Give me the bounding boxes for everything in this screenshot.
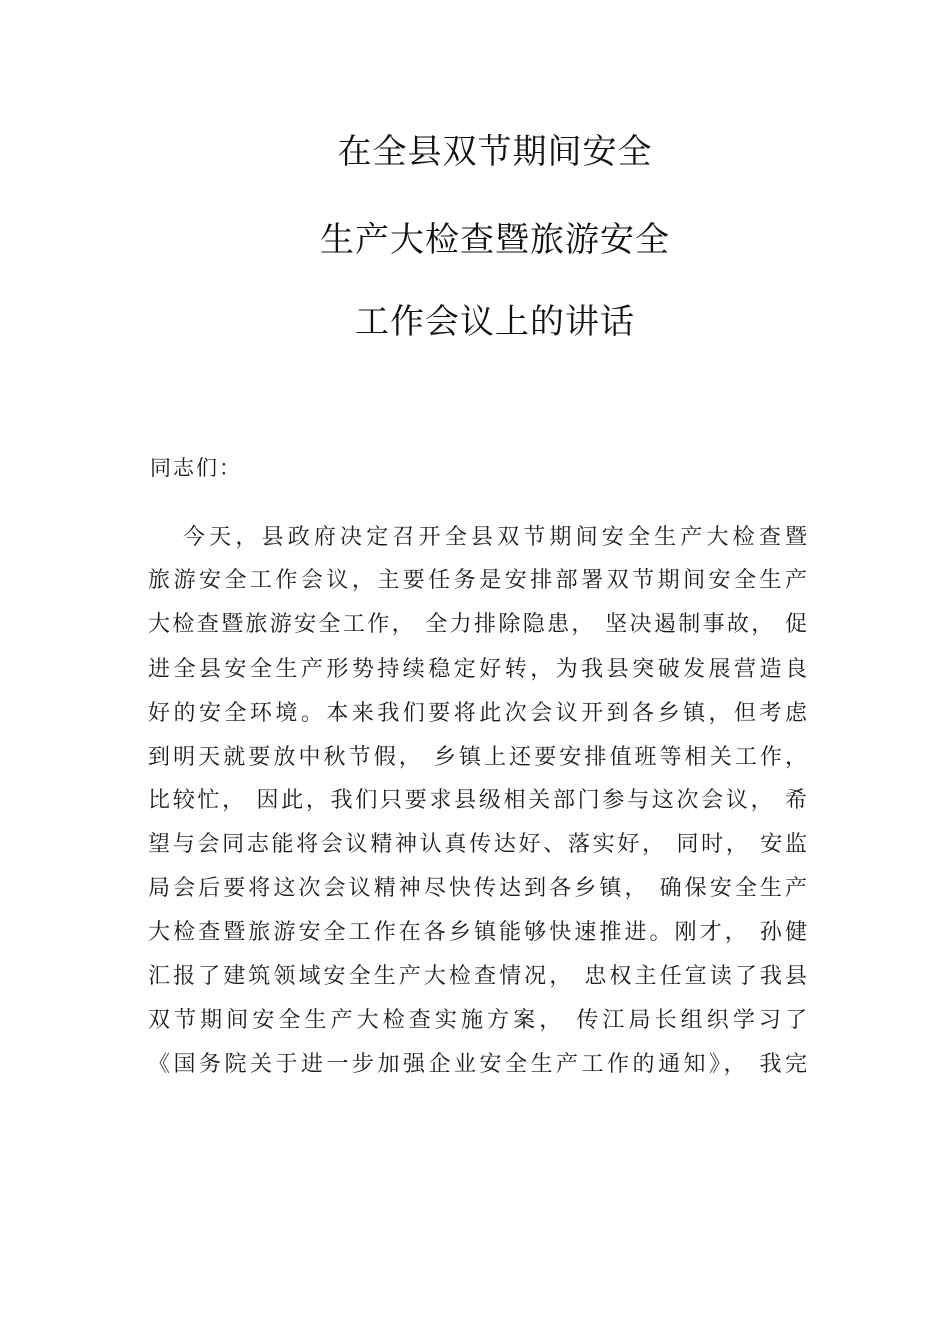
- paragraph-line: 比较忙， 因此，我们只要求县级相关部门参与这次会议， 希: [148, 788, 808, 813]
- paragraph-line: 《国务院关于进一步加强企业安全生产工作的通知》， 我完: [148, 1052, 808, 1077]
- greeting: 同志们：: [150, 456, 242, 480]
- paragraph-line: 大检查暨旅游安全工作在各乡镇能够快速推进。刚才， 孙健: [148, 920, 808, 945]
- paragraph-line: 好的安全环境。本来我们要将此次会议开到各乡镇，但考虑: [148, 701, 808, 726]
- paragraph-line: 局会后要将这次会议精神尽快传达到各乡镇， 确保安全生产: [148, 876, 808, 901]
- document-title-line-2: 生产大检查暨旅游安全: [320, 220, 670, 260]
- paragraph-line: 大检查暨旅游安全工作， 全力排除隐患， 坚决遏制事故， 促: [148, 612, 808, 637]
- paragraph-line: 双节期间安全生产大检查实施方案， 传江局长组织学习了: [148, 1008, 808, 1033]
- paragraph-line: 望与会同志能将会议精神认真传达好、落实好， 同时， 安监: [148, 832, 808, 857]
- paragraph-line: 今天，县政府决定召开全县双节期间安全生产大检查暨: [183, 525, 808, 550]
- document-title-line-3: 工作会议上的讲话: [355, 302, 635, 342]
- paragraph-line: 进全县安全生产形势持续稳定好转，为我县突破发展营造良: [148, 657, 808, 682]
- paragraph-line: 旅游安全工作会议，主要任务是安排部署双节期间安全生产: [148, 568, 808, 593]
- paragraph-line: 到明天就要放中秋节假， 乡镇上还要安排值班等相关工作，: [148, 745, 808, 770]
- document-title-line-1: 在全县双节期间安全: [337, 132, 653, 172]
- paragraph-line: 汇报了建筑领域安全生产大检查情况， 忠权主任宣读了我县: [148, 964, 808, 989]
